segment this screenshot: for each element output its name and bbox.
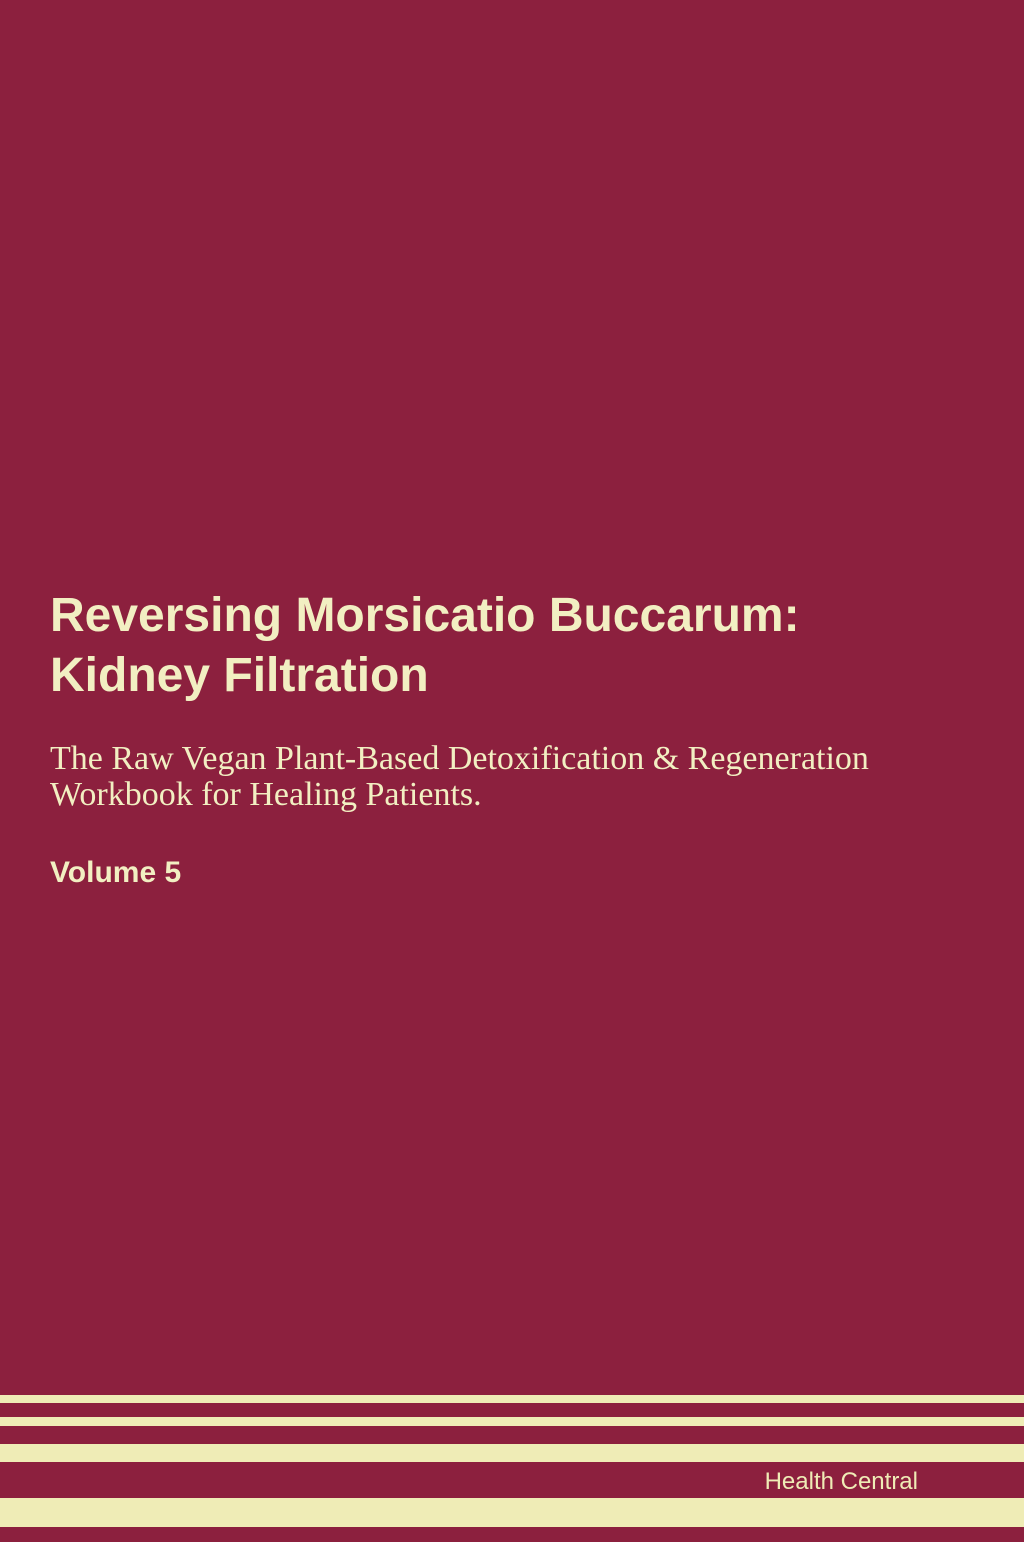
decorative-stripe-thin-1 [0,1395,1024,1403]
book-title [50,586,994,706]
book-title-line1: Reversing Morsicatio Buccarum: [50,589,800,642]
decorative-stripe-thick [0,1498,1024,1527]
book-title-line2: Kidney Filtration [50,649,429,702]
book-subtitle-line2: Workbook for Healing Patients. [50,776,482,813]
decorative-stripe-medium [0,1444,1024,1462]
book-subtitle [50,741,964,813]
volume-label: Volume 5 [50,856,182,889]
publisher-name: Health Central [764,1468,918,1495]
decorative-stripe-thin-2 [0,1417,1024,1426]
book-subtitle-line1: The Raw Vegan Plant-Based Detoxification & Regeneration [50,740,869,777]
